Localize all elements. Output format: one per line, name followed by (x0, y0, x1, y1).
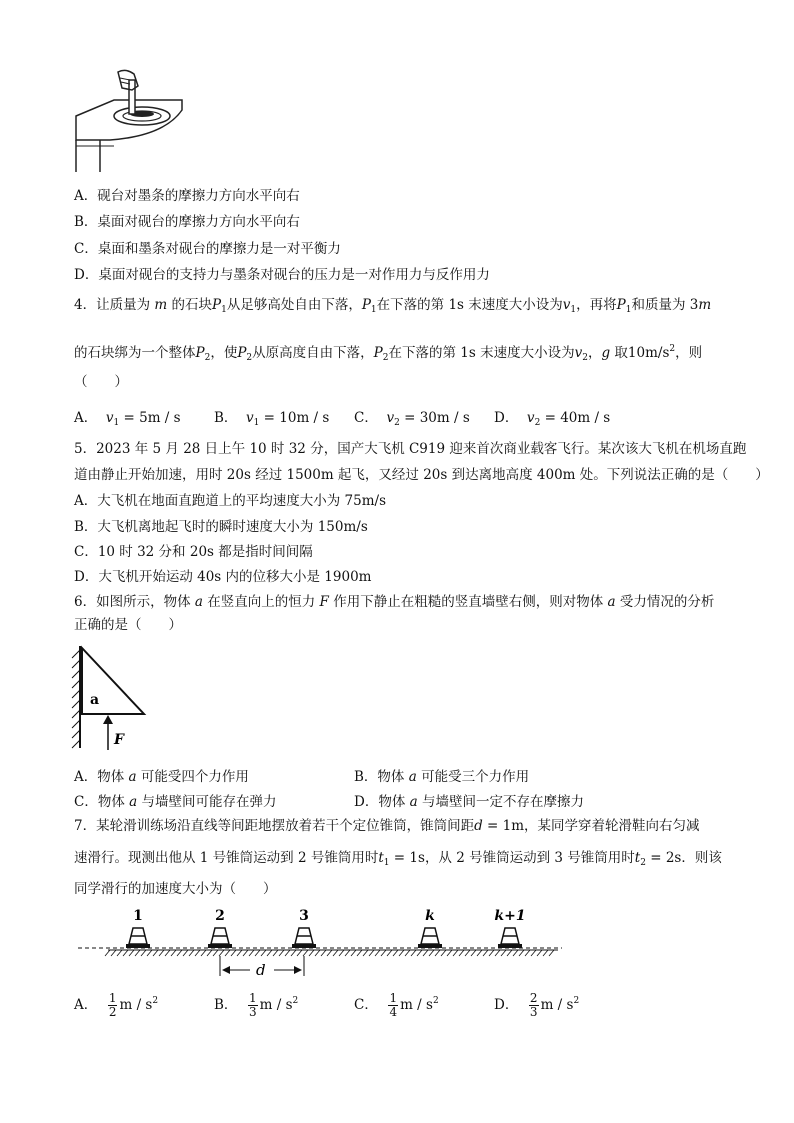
q6-line-2: 正确的是（ ） (74, 617, 182, 633)
q3-option-a: A．砚台对墨条的摩擦力方向水平向右 (74, 188, 300, 204)
cones-figure (78, 904, 562, 984)
q6-option-b: B．物体 a 可能受三个力作用 (354, 769, 530, 785)
q4-option-d: D． $v_2 = 40m / s$ (494, 410, 611, 428)
cone-label-4: k (425, 908, 435, 924)
q7-option-d: D． $\frac{2}{3}$ m / $s^2$ (494, 991, 580, 1019)
q7-line-3: 同学滑行的加速度大小为（ ） (74, 881, 277, 897)
cone-3 (292, 908, 316, 948)
q4-line-1: 4．让质量为 m 的石块$P_1$从足够高处自由下落，$P_1$在下落的第 1s 末速度大小设为$v_1$，再将$P_1$和质量为 3m (74, 297, 712, 315)
cone-2 (208, 908, 232, 948)
q7-line-1: 7．某轮滑训练场沿直线等间距地摆放着若干个定位锥筒，锥筒间距d = 1m，某同学穿着轮滑鞋向右匀减 (74, 818, 700, 834)
cone-label-1: 1 (133, 908, 143, 924)
q4-option-b: B． $v_1 = 10m / s$ (214, 410, 330, 428)
cone-1 (126, 908, 150, 948)
q7-line-2: 速滑行。现测出他从 1 号锥筒运动到 2 号锥筒用时$t_1 = 1s$，从 2 号锥筒运动到 3 号锥筒用时$t_2 = 2s$．则该 (74, 850, 722, 868)
q3-option-c: C．桌面和墨条对砚台的摩擦力是一对平衡力 (74, 241, 341, 257)
cone-label-2: 2 (215, 908, 225, 924)
q5-option-b: B．大飞机离地起飞时的瞬时速度大小为 150m/s (74, 519, 368, 535)
cone-label-5: k+1 (494, 908, 526, 924)
q6-line-1: 6．如图所示，物体 a 在竖直向上的恒力 F 作用下静止在粗糙的竖直墙壁右侧，则对物体 a 受力情况的分析 (74, 594, 715, 610)
q7-option-c: C． $\frac{1}{4}$ m / $s^2$ (354, 991, 439, 1019)
cone-label-3: 3 (299, 908, 309, 924)
q7-option-a: A． $\frac{1}{2}$ m / $s^2$ (74, 991, 159, 1019)
fig-label-d: d (256, 961, 266, 979)
q3-option-d: D．桌面对砚台的支持力与墨条对砚台的压力是一对作用力与反作用力 (74, 267, 490, 283)
q5-option-a: A．大飞机在地面直跑道上的平均速度大小为 75m/s (74, 493, 386, 509)
q6-option-d: D．物体 a 与墙壁间一定不存在摩擦力 (354, 794, 584, 810)
q7-option-b: B． $\frac{1}{3}$ m / $s^2$ (214, 991, 299, 1019)
q3-option-b: B．桌面对砚台的摩擦力方向水平向右 (74, 214, 300, 230)
wedge-wall-figure (68, 644, 158, 754)
q6-option-a: A．物体 a 可能受四个力作用 (74, 769, 249, 785)
q5-option-c: C．10 时 32 分和 20s 都是指时间间隔 (74, 544, 313, 560)
cone-4 (418, 908, 442, 948)
q5-option-d: D．大飞机开始运动 40s 内的位移大小是 1900m (74, 569, 372, 585)
q5-line-1: 5．2023 年 5 月 28 日上午 10 时 32 分，国产大飞机 C919 迎来首次商业载客飞行。某次该大飞机在机场直跑 (74, 441, 747, 457)
inkstone-figure (74, 66, 186, 176)
q6-option-c: C．物体 a 与墙壁间可能存在弹力 (74, 794, 277, 810)
fig-label-F: F (114, 732, 124, 748)
q5-line-2: 道由静止开始加速，用时 20s 经过 1500m 起飞，又经过 20s 到达离地高度 400m 处。下列说法正确的是（ ） (74, 467, 769, 483)
q4-line-2: 的石块绑为一个整体$P_2$，使$P_2$从原高度自由下落，$P_2$在下落的第 1s 末速度大小设为$v_2$，g 取$10m/s^2$，则 (74, 344, 703, 363)
cone-5 (494, 908, 525, 948)
q4-option-a: A． $v_1 = 5m / s$ (74, 410, 181, 428)
fig-label-a: a (90, 692, 100, 708)
q4-option-c: C． $v_2 = 30m / s$ (354, 410, 470, 428)
q4-paren: （ ） (74, 374, 128, 390)
